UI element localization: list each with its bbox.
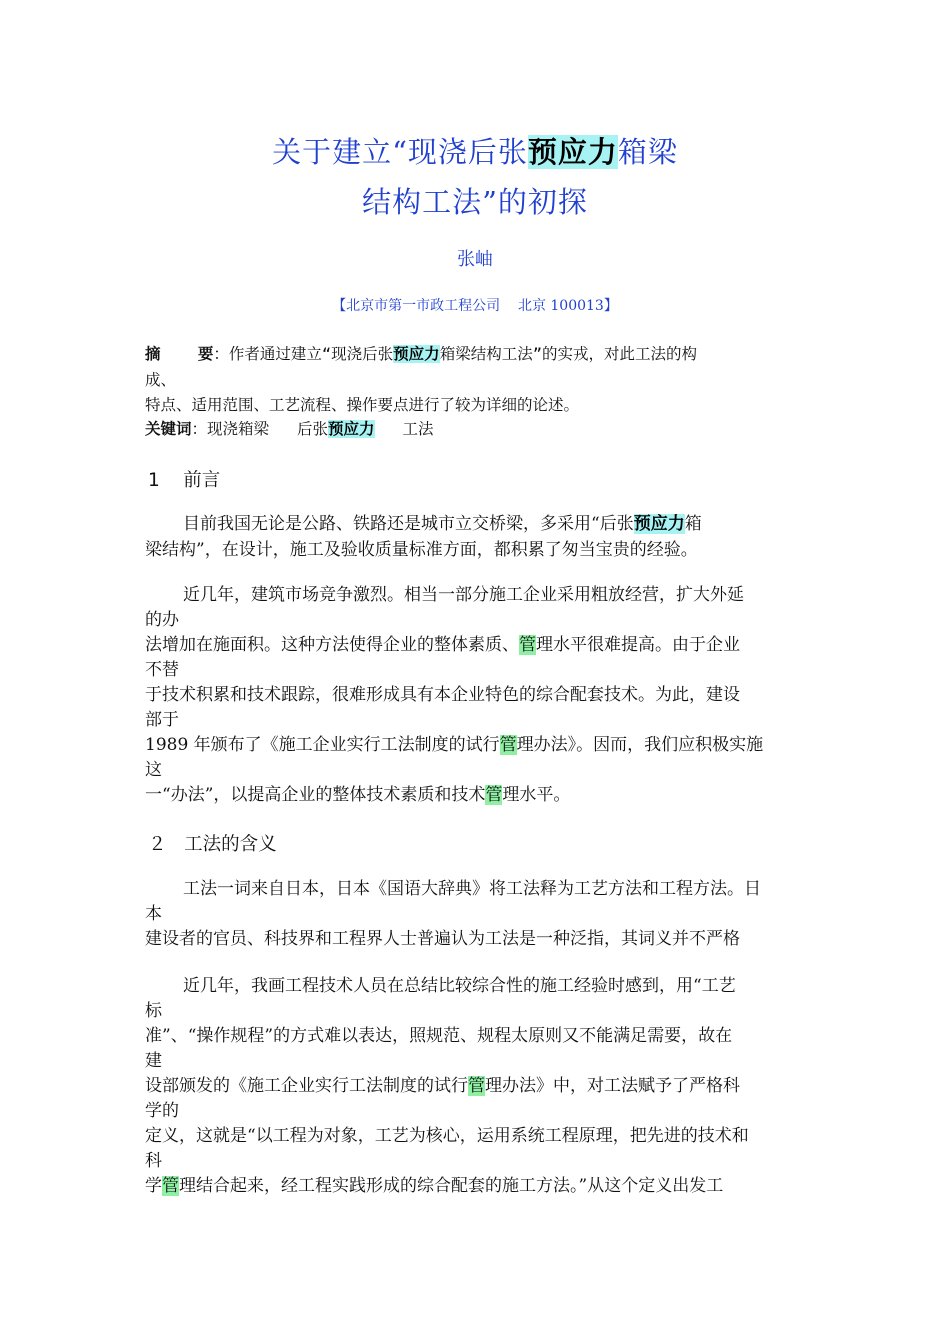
s2-p2-line-5: 设部颁发的《施工企业实行工法制度的试行管理办法》中，对工法赋予了严格科 bbox=[145, 1076, 740, 1096]
s2-p2-line-6: 学的 bbox=[145, 1101, 179, 1121]
keywords-label: 关键词 bbox=[145, 420, 192, 438]
abstract-label: 摘 要 bbox=[145, 345, 214, 363]
s2-p2-line-2: 标 bbox=[145, 1001, 162, 1021]
abstract-line-2: 成、 bbox=[145, 371, 177, 389]
section-2-heading: ２ 工法的含义 bbox=[148, 834, 277, 855]
title-line-1: 关于建立“现浇后张预应力箱梁 bbox=[272, 135, 678, 169]
s2-p1-line-2: 本 bbox=[145, 904, 162, 924]
s1-p2-line-4: 不替 bbox=[145, 660, 179, 680]
s2-p2-line-4: 建 bbox=[145, 1051, 162, 1071]
author: 张岫 bbox=[457, 249, 493, 270]
s2-p2-line-9: 学管理结合起来，经工程实践形成的综合配套的施工方法。”从这个定义出发工 bbox=[145, 1176, 724, 1196]
abstract-line-3: 特点、适用范围、工艺流程、操作要点进行了较为详细的论述。 bbox=[145, 396, 580, 414]
s1-p2-line-5: 于技术积累和技术跟踪，很难形成具有本企业特色的综合配套技术。为此，建设 bbox=[145, 685, 740, 705]
s2-p2-line-7: 定义，这就是“以工程为对象，工艺为核心，运用系统工程原理，把先进的技术和 bbox=[145, 1126, 749, 1146]
s1-p2-line-8: 这 bbox=[145, 760, 162, 780]
s2-p2-line-3: 准”、“操作规程”的方式难以表达，照规范、规程太原则又不能满足需要，故在 bbox=[145, 1026, 733, 1046]
section-1-heading: 1 前言 bbox=[148, 470, 221, 491]
title-line-2: 结构工法”的初探 bbox=[362, 185, 588, 219]
s1-p2-line-7: 1989 年颁布了《施工企业实行工法制度的试行管理办法》。因而，我们应积极实施 bbox=[145, 735, 764, 755]
s2-p1-line-1: 工法一词来自日本，日本《国语大辞典》将工法释为工艺方法和工程方法。日 bbox=[183, 879, 761, 899]
abstract-line-1: 摘 要：作者通过建立“现浇后张预应力箱梁结构工法”的实戎，对此工法的构 bbox=[145, 345, 698, 363]
s1-p1-line-1: 目前我国无论是公路、铁路还是城市立交桥梁，多采用“后张预应力箱 bbox=[183, 514, 702, 534]
s1-p2-line-2: 的办 bbox=[145, 610, 179, 630]
keywords-line: 关键词：现浇箱梁 后张预应力 工法 bbox=[145, 420, 434, 438]
affiliation: 【北京市第一市政工程公司 北京 100013】 bbox=[332, 298, 618, 314]
s2-p2-line-8: 科 bbox=[145, 1151, 162, 1171]
s1-p2-line-3: 法增加在施面积。这种方法使得企业的整体素质、管理水平很难提高。由于企业 bbox=[145, 635, 740, 655]
s1-p2-line-1: 近几年，建筑市场竞争激烈。相当一部分施工企业采用粗放经营，扩大外延 bbox=[183, 585, 744, 605]
s1-p2-line-9: 一“办法”，以提高企业的整体技术素质和技术管理水平。 bbox=[145, 785, 571, 805]
s1-p2-line-6: 部于 bbox=[145, 710, 179, 730]
title-highlight: 预应力 bbox=[527, 135, 618, 169]
s1-p1-line-2: 梁结构”，在设计，施工及验收质量标准方面，都积累了匆当宝贵的经验。 bbox=[145, 540, 698, 560]
s2-p1-line-3: 建设者的官员、科技界和工程界人士普遍认为工法是一种泛指，其词义并不严格 bbox=[145, 929, 740, 949]
s2-p2-line-1: 近几年，我画工程技术人员在总结比较综合性的施工经验时感到，用“工艺 bbox=[183, 976, 736, 996]
